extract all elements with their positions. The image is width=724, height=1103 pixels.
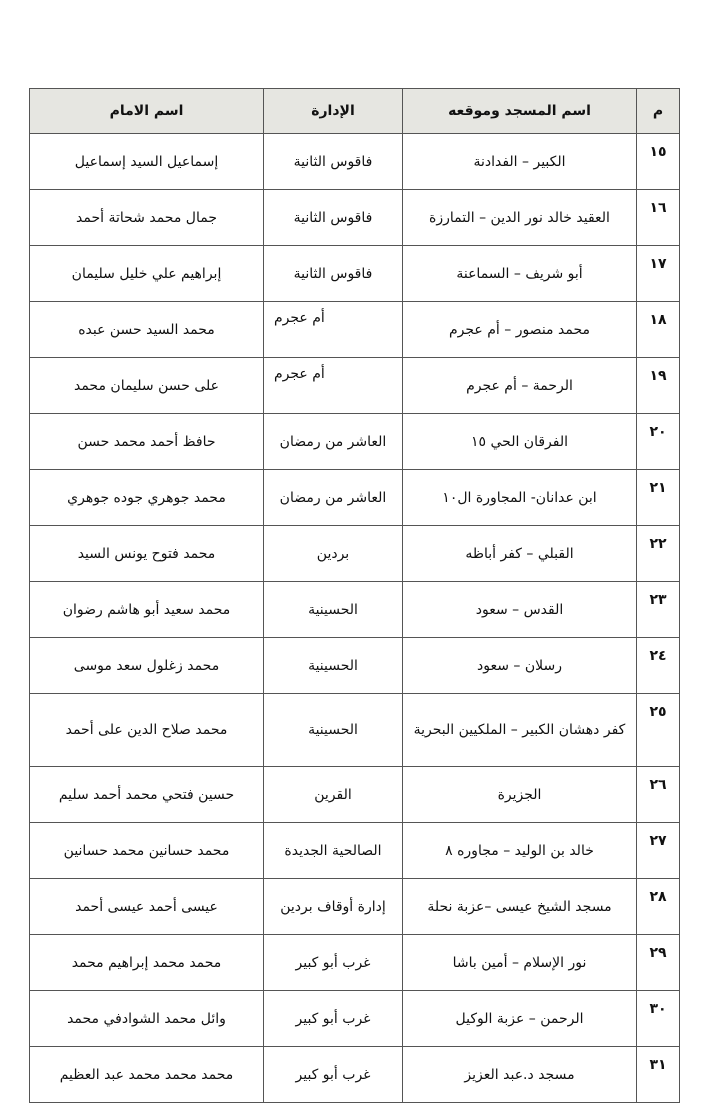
mosque-name: محمد منصور – أم عجرم xyxy=(403,302,637,358)
table-row xyxy=(30,470,680,526)
table-row xyxy=(30,991,680,1047)
row-number: ٢٩ xyxy=(637,935,680,991)
row-number: ٢٠ xyxy=(637,414,680,470)
row-number: ١٧ xyxy=(637,246,680,302)
table-row xyxy=(30,638,680,694)
administration: فاقوس الثانية xyxy=(264,190,403,246)
mosque-name: مسجد الشيخ عيسى –عزبة نحلة xyxy=(403,879,637,935)
row-number: ١٩ xyxy=(637,358,680,414)
table-row xyxy=(30,694,680,767)
row-number: ٢٨ xyxy=(637,879,680,935)
imams-table xyxy=(29,88,680,1103)
table-row xyxy=(30,134,680,190)
mosque-name: خالد بن الوليد – مجاوره ٨ xyxy=(403,823,637,879)
table-row xyxy=(30,190,680,246)
imam-name: إبراهيم علي خليل سليمان xyxy=(30,246,264,302)
table-row xyxy=(30,358,680,414)
mosque-name: ابن عدانان- المجاورة ال١٠ xyxy=(403,470,637,526)
administration: الحسينية xyxy=(264,638,403,694)
imam-name: محمد محمد إبراهيم محمد xyxy=(30,935,264,991)
imam-name: محمد سعيد أبو هاشم رضوان xyxy=(30,582,264,638)
header-imam: اسم الامام xyxy=(30,89,264,134)
row-number: ٢٤ xyxy=(637,638,680,694)
administration: القرين xyxy=(264,767,403,823)
row-number: ١٦ xyxy=(637,190,680,246)
row-number: ٣١ xyxy=(637,1047,680,1103)
mosque-name: القبلي – كفر أباظه xyxy=(403,526,637,582)
table-header-row xyxy=(30,89,680,134)
row-number: ٢٦ xyxy=(637,767,680,823)
table-row xyxy=(30,526,680,582)
mosque-name: العقيد خالد نور الدين – التمارزة xyxy=(403,190,637,246)
row-number: ٢٣ xyxy=(637,582,680,638)
administration: غرب أبو كبير xyxy=(264,1047,403,1103)
header-mosque: اسم المسجد وموقعه xyxy=(403,89,637,134)
mosque-name: أبو شريف – السماعنة xyxy=(403,246,637,302)
row-number: ١٨ xyxy=(637,302,680,358)
administration: أم عجرم xyxy=(264,358,403,414)
imam-name: وائل محمد الشوادفي محمد xyxy=(30,991,264,1047)
mosque-name: نور الإسلام – أمين باشا xyxy=(403,935,637,991)
administration: غرب أبو كبير xyxy=(264,935,403,991)
imam-name: محمد جوهري جوده جوهري xyxy=(30,470,264,526)
mosque-name: القدس – سعود xyxy=(403,582,637,638)
mosque-name: مسجد د.عبد العزيز xyxy=(403,1047,637,1103)
mosque-name: الفرقان الحي ١٥ xyxy=(403,414,637,470)
table-row xyxy=(30,246,680,302)
administration: الصالحية الجديدة xyxy=(264,823,403,879)
mosque-name: الجزيرة xyxy=(403,767,637,823)
imam-name: على حسن سليمان محمد xyxy=(30,358,264,414)
imam-name: عيسى أحمد عيسى أحمد xyxy=(30,879,264,935)
mosque-name: رسلان – سعود xyxy=(403,638,637,694)
administration: العاشر من رمضان xyxy=(264,470,403,526)
administration: إدارة أوقاف بردين xyxy=(264,879,403,935)
imam-name: حسين فتحي محمد أحمد سليم xyxy=(30,767,264,823)
row-number: ٣٠ xyxy=(637,991,680,1047)
imam-name: محمد حسانين محمد حسانين xyxy=(30,823,264,879)
administration: فاقوس الثانية xyxy=(264,134,403,190)
table-row xyxy=(30,582,680,638)
table-row xyxy=(30,302,680,358)
row-number: ٢٢ xyxy=(637,526,680,582)
mosque-name: الرحمن – عزبة الوكيل xyxy=(403,991,637,1047)
table-row xyxy=(30,879,680,935)
imam-name: حافظ أحمد محمد حسن xyxy=(30,414,264,470)
row-number: ٢١ xyxy=(637,470,680,526)
administration: الحسينية xyxy=(264,582,403,638)
table-row xyxy=(30,414,680,470)
row-number: ٢٧ xyxy=(637,823,680,879)
row-number: ٢٥ xyxy=(637,694,680,767)
imam-name: محمد السيد حسن عبده xyxy=(30,302,264,358)
administration: بردين xyxy=(264,526,403,582)
imam-name: جمال محمد شحاتة أحمد xyxy=(30,190,264,246)
mosque-name: الرحمة – أم عجرم xyxy=(403,358,637,414)
imam-name: إسماعيل السيد إسماعيل xyxy=(30,134,264,190)
header-number: م xyxy=(637,89,680,134)
administration: الحسينية xyxy=(264,694,403,767)
imam-name: محمد محمد محمد عبد العظيم xyxy=(30,1047,264,1103)
administration: فاقوس الثانية xyxy=(264,246,403,302)
mosque-name: كفر دهشان الكبير – الملكيين البحرية xyxy=(403,694,637,767)
header-administration: الإدارة xyxy=(264,89,403,134)
table-row xyxy=(30,935,680,991)
document-page xyxy=(29,88,679,1103)
row-number: ١٥ xyxy=(637,134,680,190)
table-row xyxy=(30,1047,680,1103)
mosque-name: الكبير – الفدادنة xyxy=(403,134,637,190)
administration: العاشر من رمضان xyxy=(264,414,403,470)
administration: أم عجرم xyxy=(264,302,403,358)
imam-name: محمد صلاح الدين على أحمد xyxy=(30,694,264,767)
imam-name: محمد زغلول سعد موسى xyxy=(30,638,264,694)
administration: غرب أبو كبير xyxy=(264,991,403,1047)
table-row xyxy=(30,823,680,879)
imam-name: محمد فتوح يونس السيد xyxy=(30,526,264,582)
table-row xyxy=(30,767,680,823)
